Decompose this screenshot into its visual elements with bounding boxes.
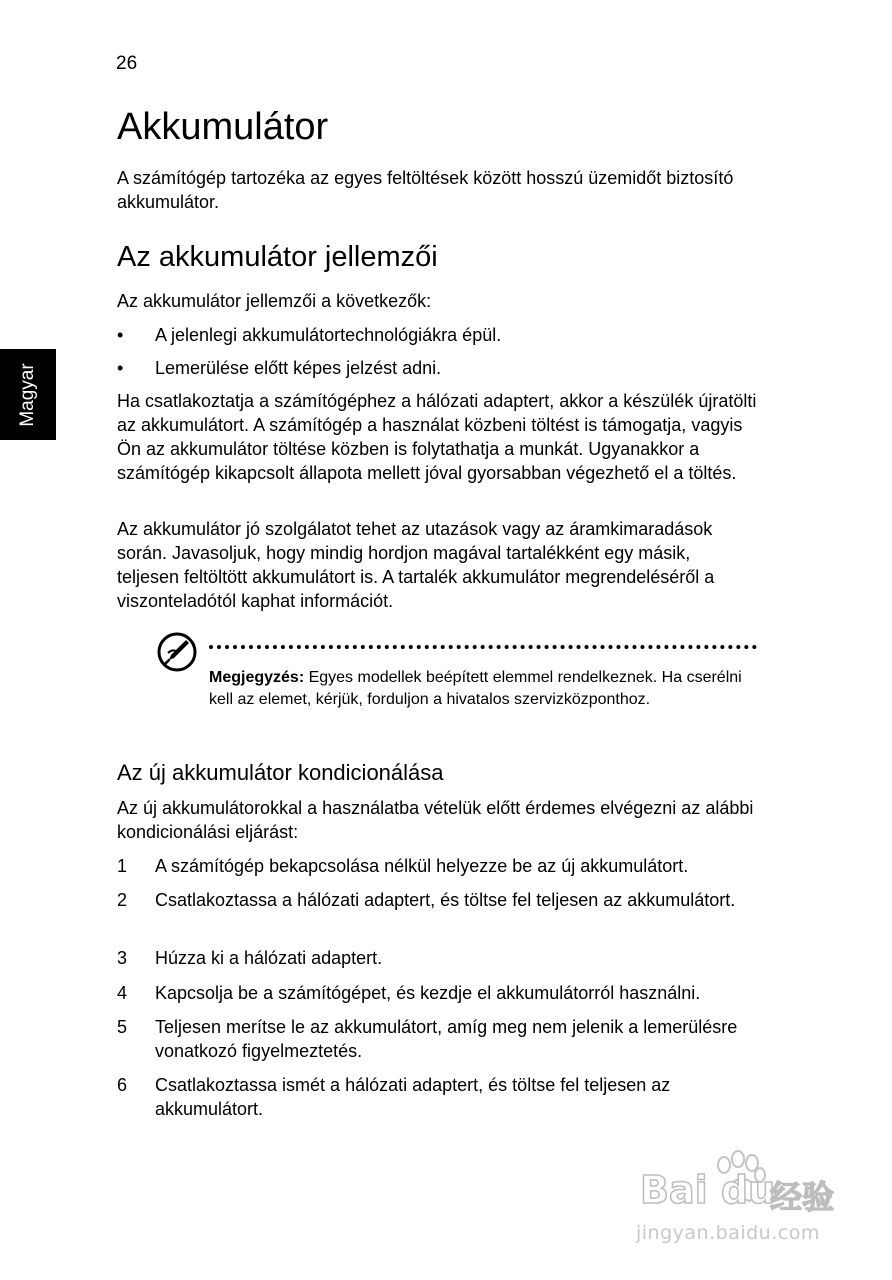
step-text: Csatlakoztassa ismét a hálózati adaptert, és töltse fel teljesen az akkumulátort. (155, 1075, 671, 1119)
step-number: 2 (117, 890, 128, 910)
conditioning-heading: Az új akkumulátor kondicionálása (117, 760, 444, 785)
spare-battery-paragraph: Az akkumulátor jó szolgálatot tehet az utazások vagy az áramkimaradások során. Javasoljuk, hogy mindig hordjon magával tartalékként egy másik, teljesen feltöltött akkumulátort is. A tartalék akkumulátor megrendeléséről a viszonteladótól kaphat információt. (117, 519, 715, 611)
note-body: Egyes modellek beépített elemmel rendelkeznek. Ha cserélni kell az elemet, kérjük, forduljon a hivatalos szervizközponthoz. (209, 669, 742, 708)
bullet-mark: • (117, 358, 124, 378)
conditioning-lead: Az új akkumulátorokkal a használatba vételük előtt érdemes elvégezni az alábbi kondicionálási eljárást: (117, 798, 754, 842)
step-text: Csatlakoztassa a hálózati adaptert, és töltse fel teljesen az akkumulátort. (155, 890, 736, 910)
step-number: 5 (117, 1017, 128, 1037)
step-number: 3 (117, 948, 128, 968)
step-number: 1 (117, 856, 128, 876)
language-tab-label: Magyar (17, 363, 38, 427)
note-label: Megjegyzés: (209, 669, 305, 686)
watermark-brand: Bai du (640, 1168, 776, 1212)
note-box (209, 667, 749, 711)
page-title: Akkumulátor (117, 106, 329, 148)
bullet-mark: • (117, 325, 124, 345)
step-text: A számítógép bekapcsolása nélkül helyezze be az új akkumulátort. (155, 856, 689, 876)
watermark-brand-cn: 经验 (770, 1178, 835, 1216)
intro-paragraph: A számítógép tartozéka az egyes feltöltések között hosszú üzemidőt biztosító akkumulátor. (117, 168, 734, 212)
note-divider (209, 645, 757, 649)
step-number: 4 (117, 983, 128, 1003)
bullet-text: Lemerülése előtt képes jelzést adni. (155, 358, 442, 378)
step-number: 6 (117, 1075, 128, 1095)
step-text: Teljesen merítse le az akkumulátort, amíg meg nem jelenik a lemerülésre vonatkozó figyelmeztetés. (155, 1017, 738, 1061)
watermark-url: jingyan.baidu.com (636, 1222, 820, 1244)
features-lead: Az akkumulátor jellemzői a következők: (117, 291, 432, 311)
page-number: 26 (116, 53, 138, 74)
step-text: Kapcsolja be a számítógépet, és kezdje el akkumulátorról használni. (155, 983, 701, 1003)
charging-paragraph: Ha csatlakoztatja a számítógéphez a hálózati adaptert, akkor a készülék újratölti az akkumulátort. A számítógép a használat közbeni töltést is támogatja, vagyis Ön az akkumulátor töltése közben is folytathatja a munkát. Ugyanakkor a számítógép kikapcsolt állapota mellett jóval gyorsabban végezhető el a töltés. (117, 391, 757, 483)
features-heading: Az akkumulátor jellemzői (117, 241, 438, 273)
step-text: Húzza ki a hálózati adaptert. (155, 948, 383, 968)
language-tab (0, 349, 56, 440)
note-pen-icon (156, 631, 198, 673)
bullet-text: A jelenlegi akkumulátortechnológiákra épül. (155, 325, 502, 345)
